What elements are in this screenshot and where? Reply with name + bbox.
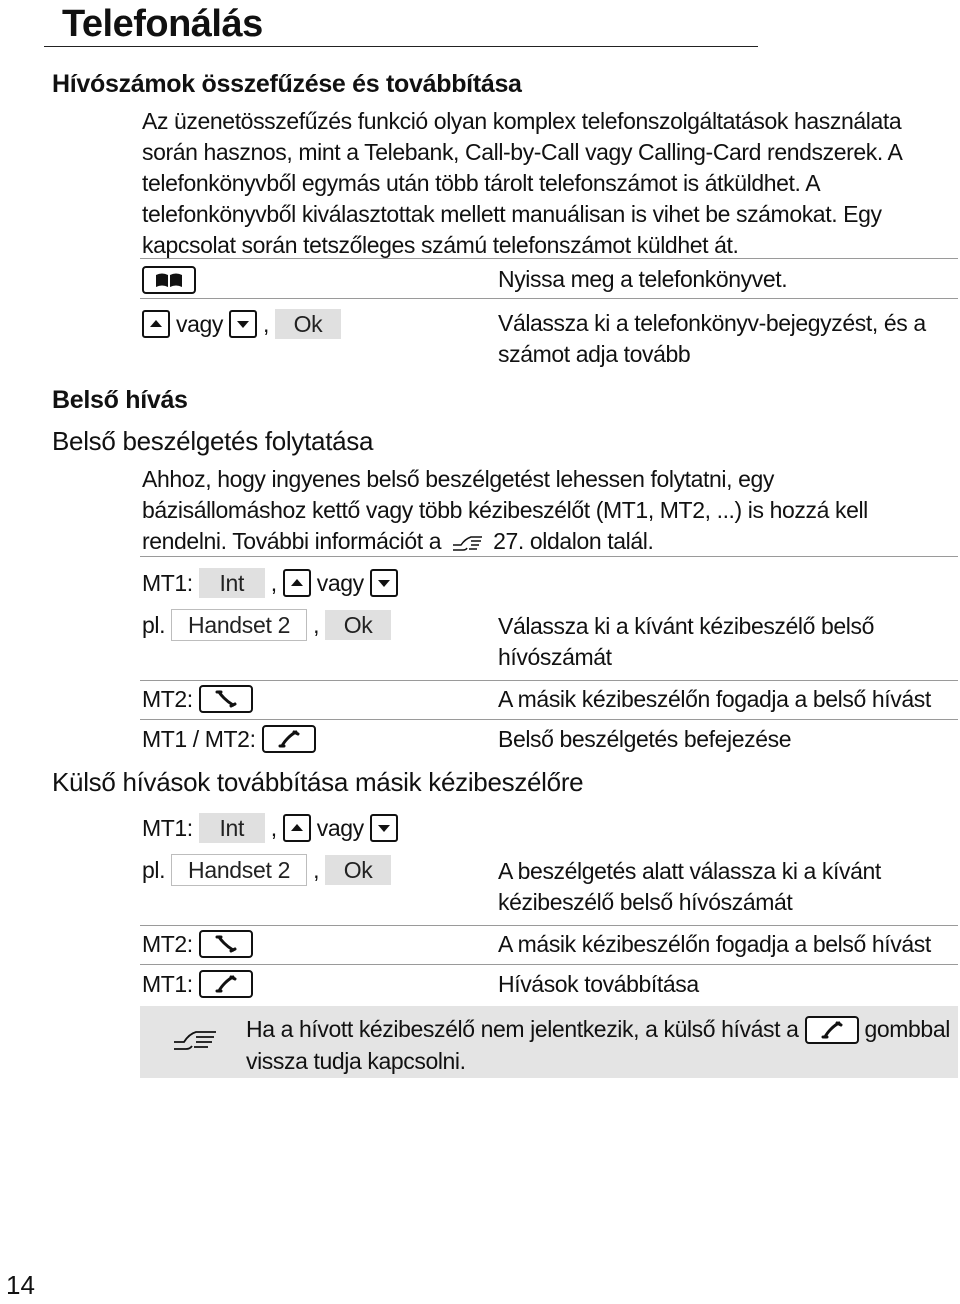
- step-open-phonebook-desc: Nyissa meg a telefonkönyvet.: [498, 266, 788, 292]
- internal-line: Ahhoz, hogy ingyenes belső beszélgetést lehessen folytatni, egy: [142, 466, 775, 492]
- handset-label: MT2:: [142, 685, 193, 712]
- end-conversation-desc: Belső beszélgetés befejezése: [498, 726, 792, 752]
- page-number: 14: [6, 1270, 35, 1300]
- divider: [140, 964, 958, 965]
- pointing-hand-icon: [172, 1024, 218, 1054]
- handset-label: MT1:: [142, 970, 193, 997]
- step-select-entry: [142, 307, 341, 341]
- internal-paragraph: [142, 464, 942, 557]
- handset-2-entry[interactable]: Handset 2: [171, 854, 307, 886]
- divider: [140, 925, 958, 926]
- handset-label: MT1 / MT2:: [142, 725, 256, 752]
- ok-softkey[interactable]: Ok: [275, 309, 341, 339]
- talk-key-icon[interactable]: [199, 930, 253, 958]
- end-key-icon[interactable]: [199, 970, 253, 998]
- comma: ,: [313, 611, 320, 638]
- select-handset-desc: A beszélgetés alatt válassza ki a kívánt kézibeszélő belső hívószámát: [498, 858, 881, 915]
- note-line-1: [246, 1014, 950, 1045]
- note-text: gombbal: [864, 1016, 950, 1042]
- example-label: pl.: [142, 856, 166, 883]
- mt1-int-row: [142, 566, 398, 600]
- mt2-accept-row: [142, 927, 253, 961]
- talk-key-icon[interactable]: [199, 685, 253, 713]
- title-rule: [44, 46, 758, 47]
- intro-line: telefonkönyvből kiválasztottak mellett manuálisan is vihet be számokat. Egy: [142, 201, 882, 227]
- handset-2-entry[interactable]: Handset 2: [171, 609, 307, 641]
- end-conversation-row: [142, 722, 316, 756]
- handset-label: MT1:: [142, 569, 193, 596]
- int-softkey[interactable]: Int: [199, 568, 265, 598]
- nav-up-key-icon[interactable]: [283, 814, 311, 842]
- step-open-phonebook: [142, 263, 196, 297]
- internal-line-part: rendelni. További információt a: [142, 528, 442, 554]
- nav-up-key-icon[interactable]: [142, 310, 170, 338]
- phonebook-key-icon[interactable]: [142, 266, 196, 294]
- intro-line: Az üzenetösszefűzés funkció olyan komplex telefonszolgáltatások használata: [142, 108, 902, 134]
- ok-softkey[interactable]: Ok: [325, 855, 391, 885]
- end-key-icon: [805, 1016, 859, 1044]
- note-text: Ha a hívott kézibeszélő nem jelentkezik, a külső hívást a: [246, 1016, 799, 1042]
- end-key-icon[interactable]: [262, 725, 316, 753]
- handset-label: MT1:: [142, 814, 193, 841]
- example-label: pl.: [142, 611, 166, 638]
- internal-line: [142, 526, 942, 557]
- nav-up-key-icon[interactable]: [283, 569, 311, 597]
- nav-down-key-icon[interactable]: [370, 569, 398, 597]
- internal-line-part: 27. oldalon talál.: [493, 528, 654, 554]
- intro-line: kapcsolat során tetszőleges számú telefonszámot küldhet át.: [142, 232, 739, 258]
- divider: [140, 258, 958, 259]
- section-heading-chaining: Hívószámok összefűzése és továbbítása: [52, 70, 522, 98]
- divider: [140, 680, 958, 681]
- handset-label: MT2:: [142, 930, 193, 957]
- pointing-hand-icon: [451, 531, 485, 553]
- select-handset-row: [142, 853, 391, 887]
- int-softkey[interactable]: Int: [199, 813, 265, 843]
- subheading-transfer-external: Külső hívások továbbítása másik kézibeszélőre: [52, 767, 584, 797]
- comma: ,: [270, 814, 277, 841]
- nav-down-key-icon[interactable]: [229, 310, 257, 338]
- comma: ,: [270, 569, 277, 596]
- mt2-accept-desc: A másik kézibeszélőn fogadja a belső hívást: [498, 686, 931, 712]
- comma: ,: [262, 310, 269, 337]
- intro-line: során hasznos, mint a Telebank, Call-by-Call vagy Calling-Card rendszerek. A: [142, 139, 903, 165]
- divider: [140, 556, 958, 557]
- note-line-2: vissza tudja kapcsolni.: [246, 1048, 466, 1074]
- comma: ,: [313, 856, 320, 883]
- step-select-entry-desc: Válassza ki a telefonkönyv-bejegyzést, és a számot adja tovább: [498, 310, 926, 367]
- subheading-internal-conversation: Belső beszélgetés folytatása: [52, 426, 374, 456]
- intro-line: telefonkönyvből egymás után több tárolt telefonszámot is átküldhet. A: [142, 170, 821, 196]
- ok-softkey[interactable]: Ok: [325, 610, 391, 640]
- section-heading-internal-call: Belső hívás: [52, 386, 188, 414]
- divider: [140, 298, 958, 299]
- mt2-accept-row: [142, 682, 253, 716]
- divider: [140, 719, 958, 720]
- mt2-accept-desc: A másik kézibeszélőn fogadja a belső hívást: [498, 931, 931, 957]
- nav-down-key-icon[interactable]: [370, 814, 398, 842]
- or-text: vagy: [316, 569, 364, 596]
- select-handset-row: [142, 608, 391, 642]
- select-handset-desc: Válassza ki a kívánt kézibeszélő belső hívószámát: [498, 613, 875, 670]
- intro-paragraph: [142, 106, 942, 261]
- transfer-call-desc: Hívások továbbítása: [498, 971, 699, 997]
- or-text: vagy: [176, 310, 223, 337]
- internal-line: bázisállomáshoz kettő vagy több kézibeszélőt (MT1, MT2, ...) is hozzá kell: [142, 497, 868, 523]
- mt1-int-row: [142, 811, 398, 845]
- or-text: vagy: [316, 814, 364, 841]
- transfer-call-row: [142, 967, 253, 1001]
- page-title: Telefonálás: [62, 3, 263, 45]
